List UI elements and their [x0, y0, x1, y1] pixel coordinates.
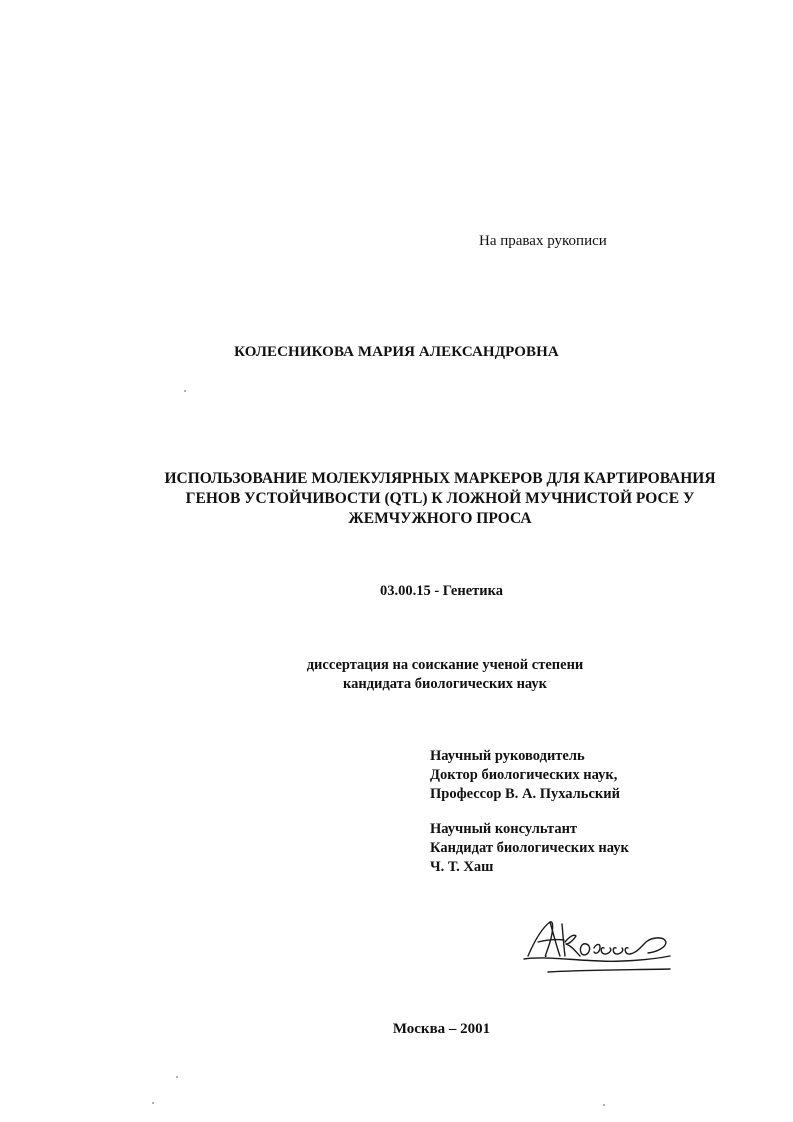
degree-line: кандидата биологических наук [342, 676, 548, 692]
supervisor-line: Научный руководитель [430, 748, 585, 764]
title-line: ЖЕМЧУЖНОГО ПРОСА [348, 510, 532, 527]
city-year: Москва – 2001 [392, 1021, 491, 1037]
manuscript-notice: На правах рукописи [479, 233, 607, 249]
scan-speck [603, 1104, 605, 1106]
title-line: ГЕНОВ УСТОЙЧИВОСТИ (QTL) К ЛОЖНОЙ МУЧНИСТОЙ РОСЕ У [185, 490, 695, 507]
scan-speck [152, 1102, 154, 1104]
handwritten-signature [520, 912, 680, 982]
scan-speck [184, 390, 186, 392]
specialty-code: 03.00.15 - Генетика [379, 583, 504, 599]
consultant-line: Ч. Т. Хаш [430, 859, 494, 875]
author-name: КОЛЕСНИКОВА МАРИЯ АЛЕКСАНДРОВНА [234, 344, 559, 360]
consultant-line: Научный консультант [430, 821, 578, 837]
supervisor-line: Профессор В. А. Пухальский [430, 786, 620, 802]
consultant-block [430, 820, 629, 877]
supervisor-block [430, 747, 620, 804]
dissertation-title [110, 469, 770, 529]
scan-speck [176, 1076, 178, 1078]
degree-statement [150, 656, 740, 694]
degree-line: диссертация на соискание ученой степени [306, 657, 584, 673]
consultant-line: Кандидат биологических наук [430, 840, 629, 856]
supervisor-line: Доктор биологических наук, [430, 767, 618, 783]
title-line: ИСПОЛЬЗОВАНИЕ МОЛЕКУЛЯРНЫХ МАРКЕРОВ ДЛЯ КАРТИРОВАНИЯ [164, 470, 716, 487]
